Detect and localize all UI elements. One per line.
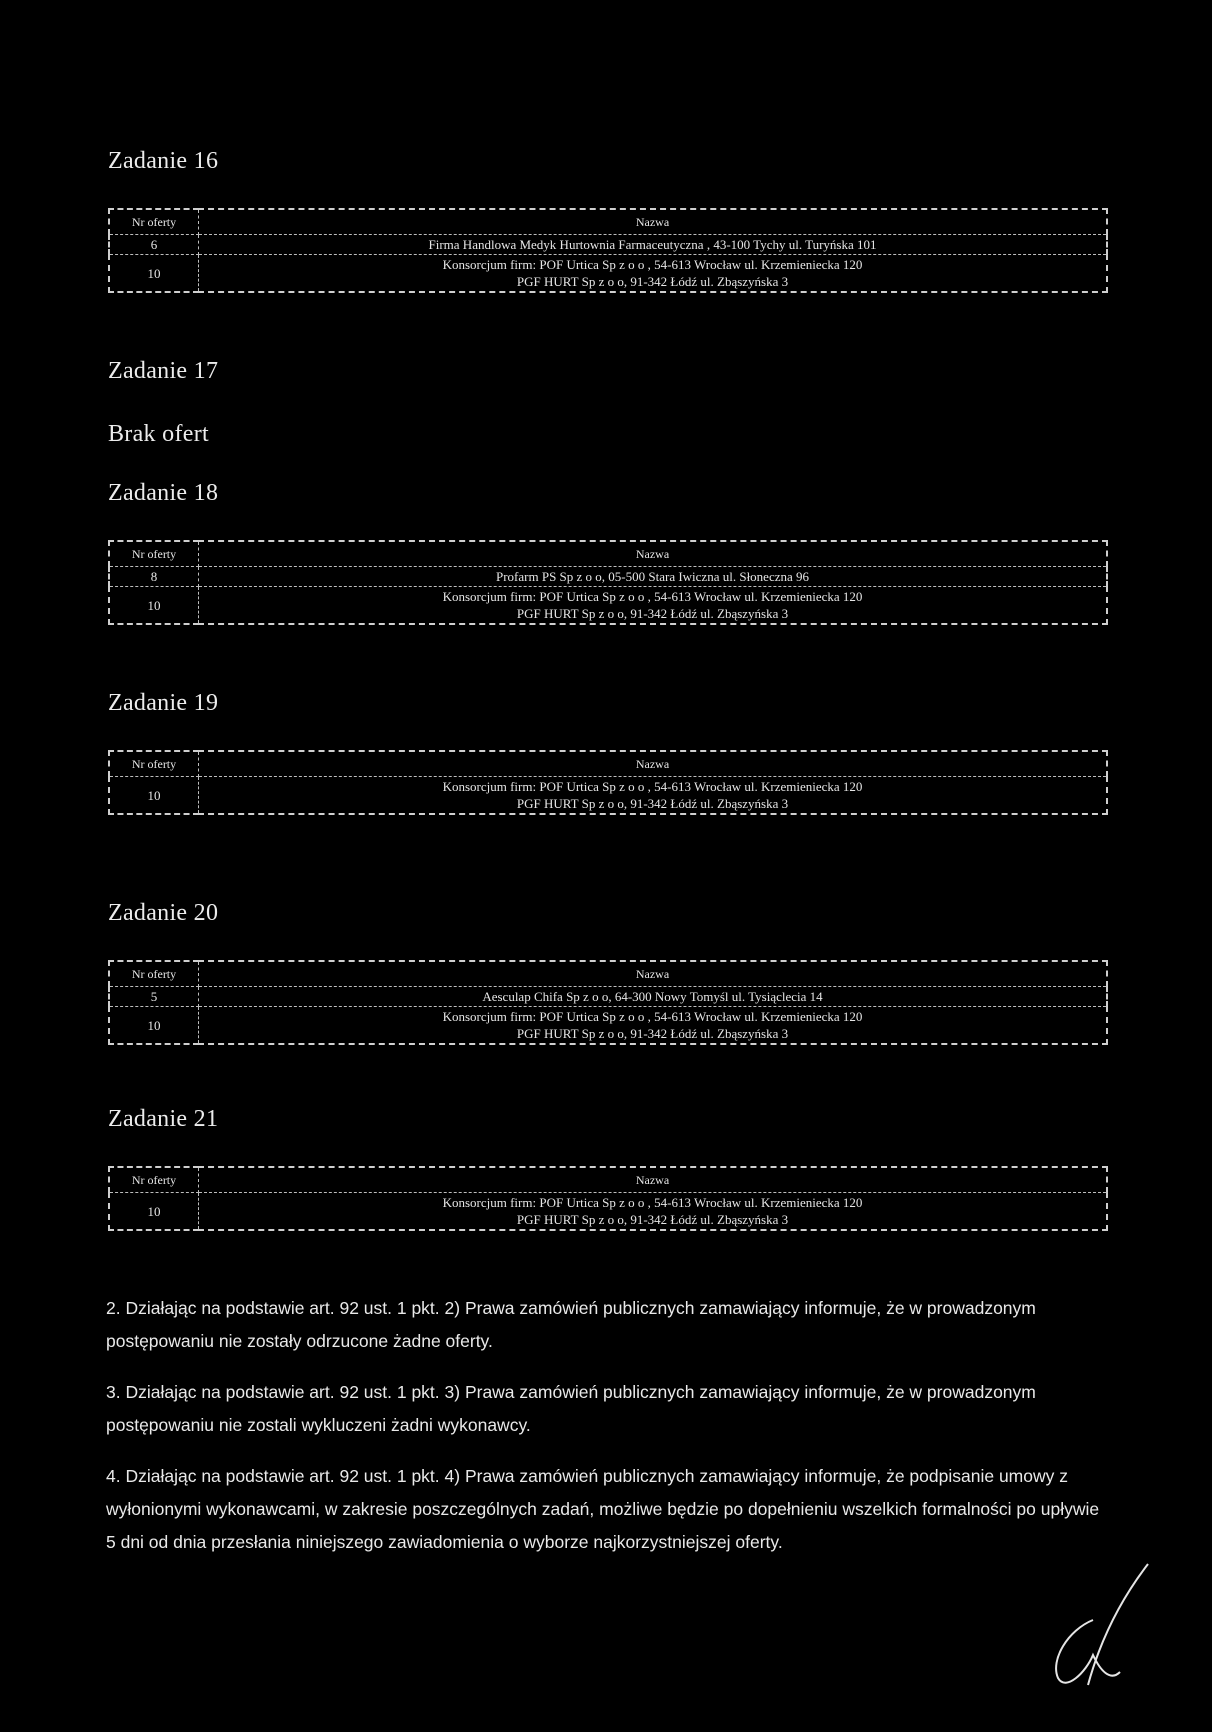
col-nazwa: Nazwa — [199, 961, 1108, 987]
offer-number: 5 — [109, 987, 199, 1007]
offer-name-line: PGF HURT Sp z o o, 91-342 Łódź ul. Zbąszyńska 3 — [516, 796, 789, 811]
col-nr-oferty: Nr oferty — [109, 961, 199, 987]
offer-name-line: Konsorcjum firm: POF Urtica Sp z o o , 54-613 Wrocław ul. Krzemieniecka 120 — [442, 1195, 863, 1210]
col-nr-oferty: Nr oferty — [109, 1167, 199, 1193]
table-header-row — [109, 209, 1107, 235]
offer-name-line: Konsorcjum firm: POF Urtica Sp z o o , 54-613 Wrocław ul. Krzemieniecka 120 — [442, 589, 863, 604]
offer-name-line: Konsorcjum firm: POF Urtica Sp z o o , 54-613 Wrocław ul. Krzemieniecka 120 — [442, 257, 863, 272]
table-row — [109, 255, 1107, 293]
table-row — [109, 587, 1107, 625]
offer-name — [199, 777, 1108, 815]
table-row — [109, 235, 1107, 255]
offer-name-line: PGF HURT Sp z o o, 91-342 Łódź ul. Zbąszyńska 3 — [516, 1212, 789, 1227]
task-16-heading: Zadanie 16 — [108, 148, 219, 174]
col-nazwa: Nazwa — [199, 541, 1108, 567]
table-header-row — [109, 541, 1107, 567]
task-20-heading: Zadanie 20 — [108, 900, 219, 926]
offer-name-line: Firma Handlowa Medyk Hurtownia Farmaceutyczna , 43-100 Tychy ul. Turyńska 101 — [428, 237, 877, 252]
offer-name — [199, 235, 1108, 255]
offer-name-line: Profarm PS Sp z o o, 05-500 Stara Iwiczna ul. Słoneczna 96 — [495, 569, 810, 584]
col-nazwa: Nazwa — [199, 751, 1108, 777]
col-nr-oferty: Nr oferty — [109, 209, 199, 235]
offer-name-line: PGF HURT Sp z o o, 91-342 Łódź ul. Zbąszyńska 3 — [516, 274, 789, 289]
offer-name-line: Aesculap Chifa Sp z o o, 64-300 Nowy Tomyśl ul. Tysiąclecia 14 — [482, 989, 823, 1004]
paragraph-2: 2. Działając na podstawie art. 92 ust. 1 pkt. 2) Prawa zamówień publicznych zamawiający informuje, że w prowadzonym postępowaniu nie zostały odrzucone żadne oferty. — [106, 1298, 1036, 1351]
offer-name — [199, 1193, 1108, 1231]
offer-number: 10 — [109, 587, 199, 625]
task-17-heading: Zadanie 17 — [108, 358, 219, 384]
offer-number: 8 — [109, 567, 199, 587]
task-21-heading: Zadanie 21 — [108, 1106, 219, 1132]
offer-name — [199, 1007, 1108, 1045]
offer-name — [199, 255, 1108, 293]
task-19-heading: Zadanie 19 — [108, 690, 219, 716]
signature-mark — [1048, 1560, 1158, 1690]
table-row — [109, 567, 1107, 587]
task-19-table — [108, 750, 1108, 815]
table-row — [109, 987, 1107, 1007]
table-row — [109, 777, 1107, 815]
col-nazwa: Nazwa — [199, 1167, 1108, 1193]
task-18-heading: Zadanie 18 — [108, 480, 219, 506]
offer-name — [199, 987, 1108, 1007]
offer-name-line: PGF HURT Sp z o o, 91-342 Łódź ul. Zbąszyńska 3 — [516, 1026, 789, 1041]
task-20-table — [108, 960, 1108, 1045]
col-nr-oferty: Nr oferty — [109, 751, 199, 777]
table-header-row — [109, 751, 1107, 777]
offer-name-line: PGF HURT Sp z o o, 91-342 Łódź ul. Zbąszyńska 3 — [516, 606, 789, 621]
table-row — [109, 1007, 1107, 1045]
no-offers-note: Brak ofert — [108, 421, 209, 447]
offer-number: 10 — [109, 255, 199, 293]
offer-name — [199, 587, 1108, 625]
offer-number: 10 — [109, 1193, 199, 1231]
task-18-table — [108, 540, 1108, 625]
offer-name-line: Konsorcjum firm: POF Urtica Sp z o o , 54-613 Wrocław ul. Krzemieniecka 120 — [442, 1009, 863, 1024]
offer-name — [199, 567, 1108, 587]
table-row — [109, 1193, 1107, 1231]
table-header-row — [109, 961, 1107, 987]
offer-number: 10 — [109, 777, 199, 815]
paragraph-3: 3. Działając na podstawie art. 92 ust. 1 pkt. 3) Prawa zamówień publicznych zamawiający informuje, że w prowadzonym postępowaniu nie zostali wykluczeni żadni wykonawcy. — [106, 1382, 1036, 1435]
task-21-table — [108, 1166, 1108, 1231]
paragraph-4: 4. Działając na podstawie art. 92 ust. 1 pkt. 4) Prawa zamówień publicznych zamawiający informuje, że podpisanie umowy z wyłonionymi wykonawcami, w zakresie poszczególnych zadań, możliwe będzie po dopełnieniu wszelkich formalności po upływie 5 dni od dnia przesłania niniejszego zawiadomienia o wyborze najkorzystniejszej oferty. — [106, 1466, 1100, 1552]
offer-number: 6 — [109, 235, 199, 255]
table-header-row — [109, 1167, 1107, 1193]
col-nazwa: Nazwa — [199, 209, 1108, 235]
offer-name-line: Konsorcjum firm: POF Urtica Sp z o o , 54-613 Wrocław ul. Krzemieniecka 120 — [442, 779, 863, 794]
task-16-table — [108, 208, 1108, 293]
offer-number: 10 — [109, 1007, 199, 1045]
col-nr-oferty: Nr oferty — [109, 541, 199, 567]
